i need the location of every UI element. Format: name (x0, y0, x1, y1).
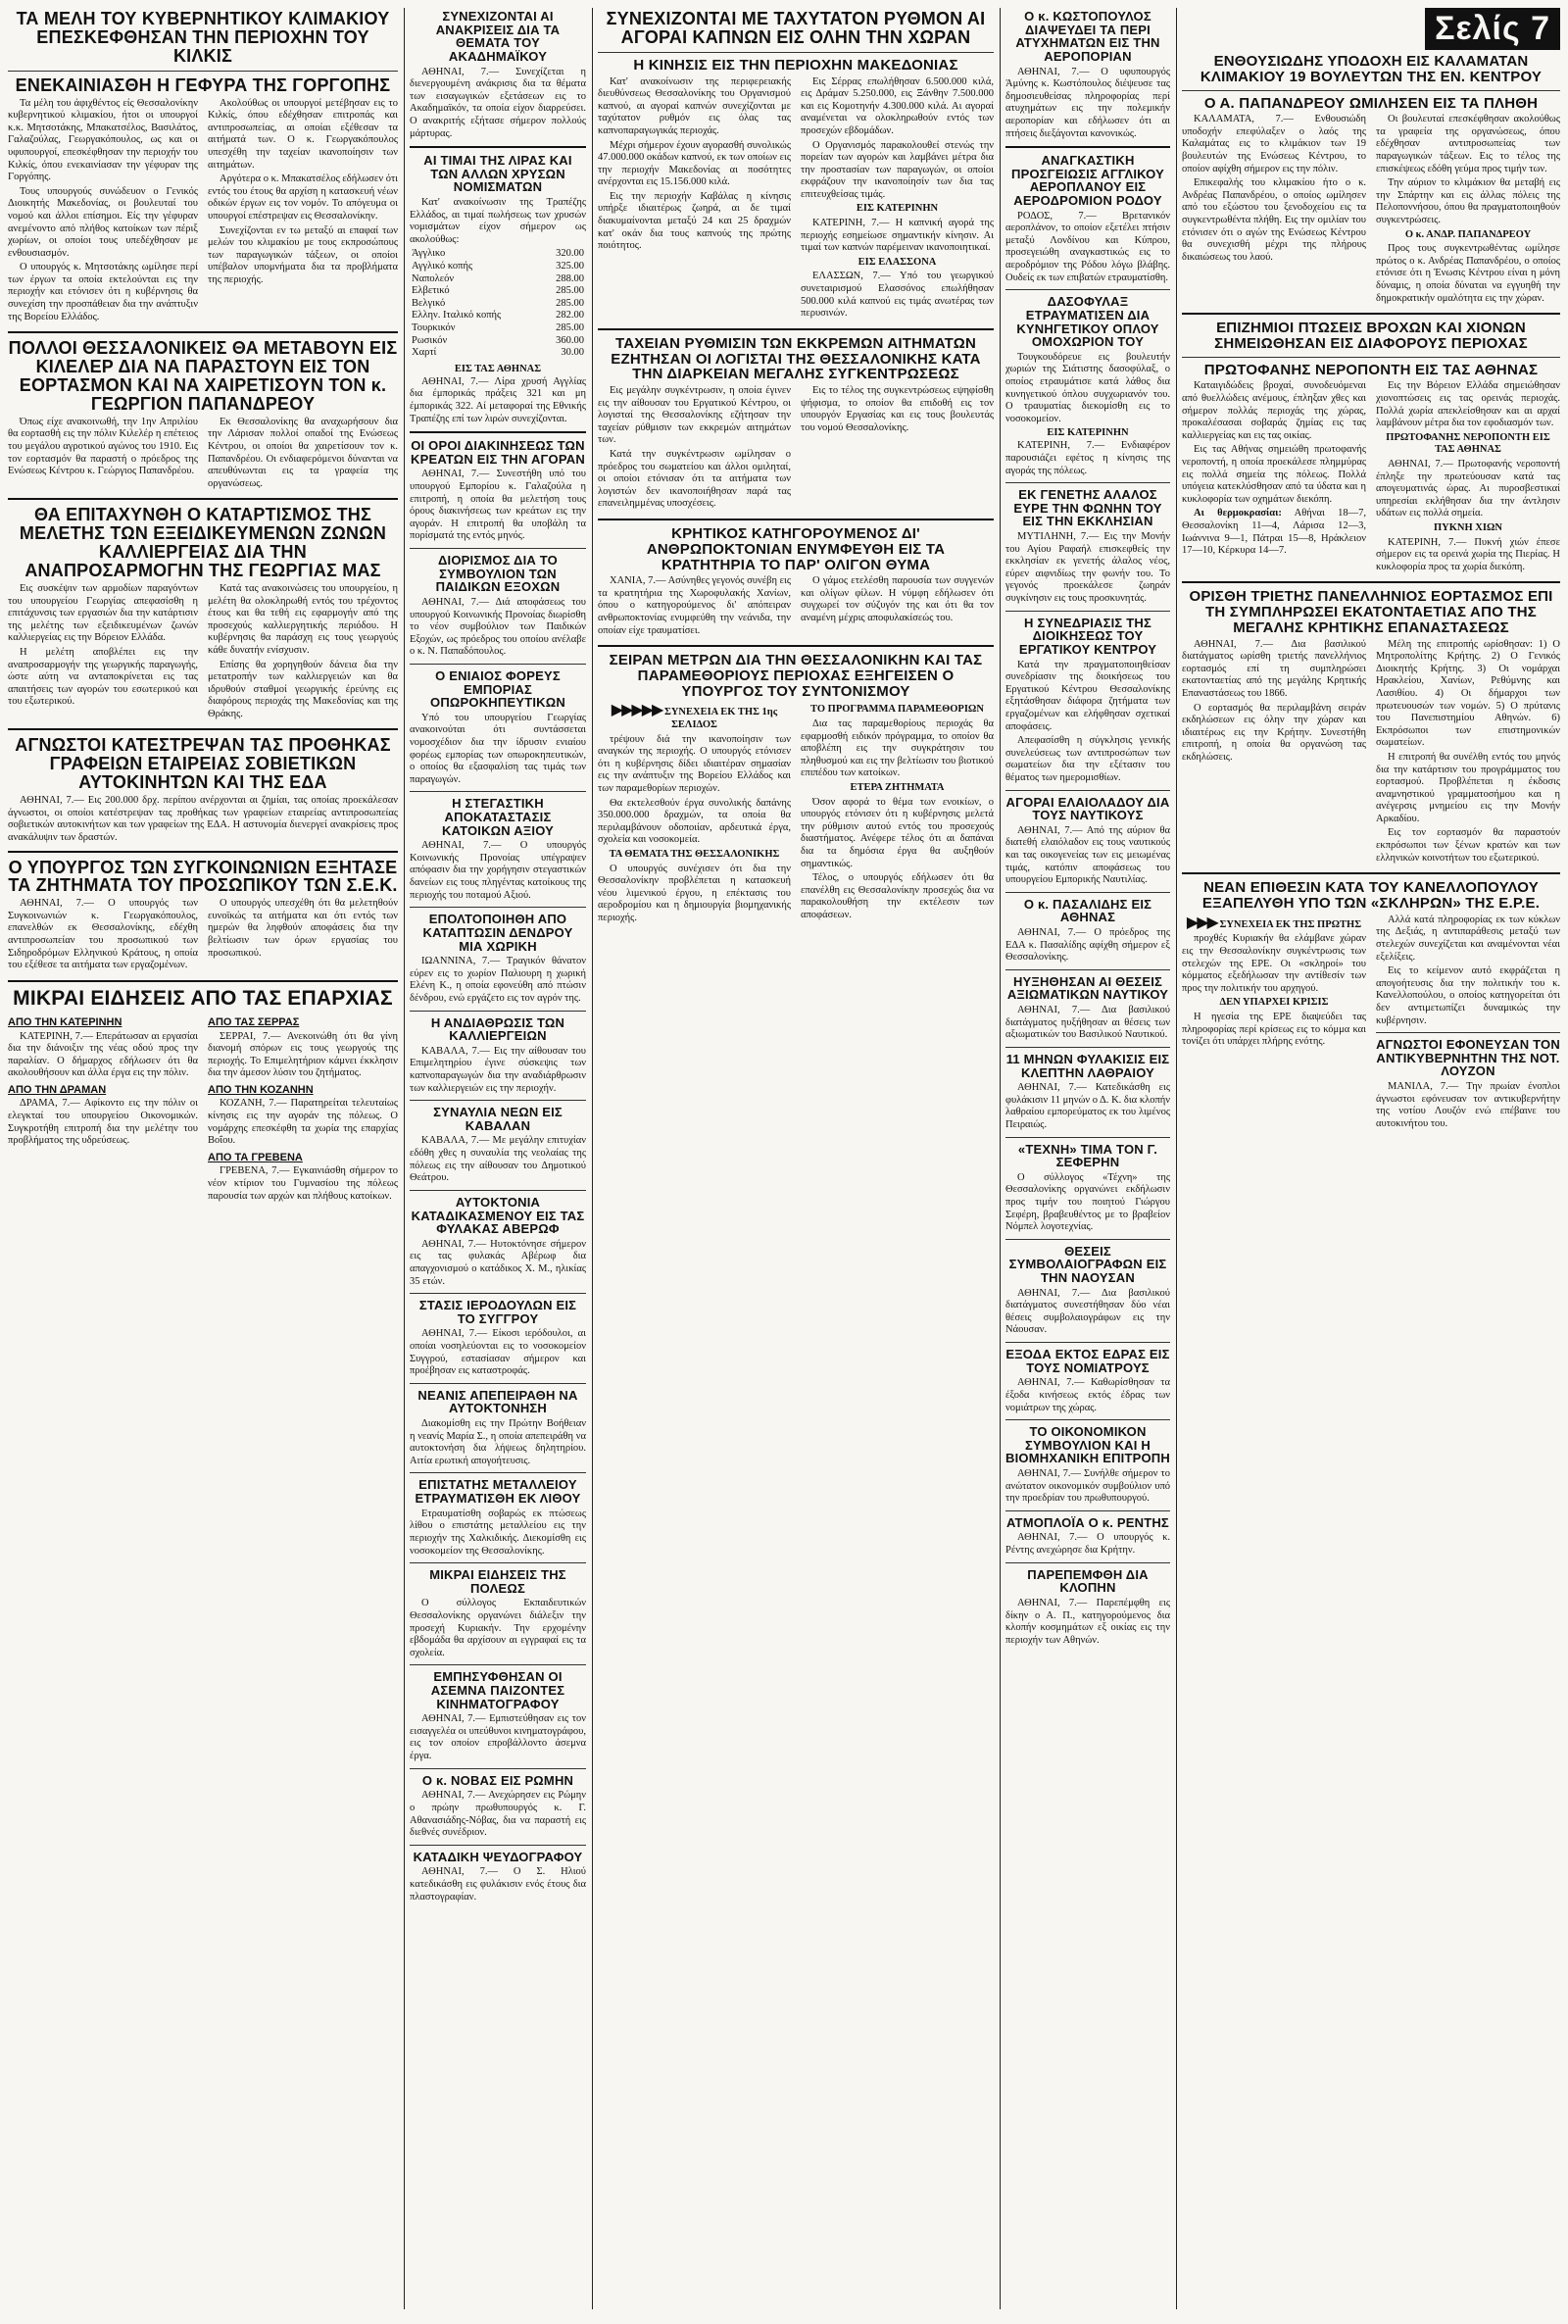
paragraph: ΑΘΗΝΑΙ, 7.— Συνήλθε σήμερον το ανώτατον οικονομικόν συμβούλιον υπό την προεδρίαν του πρωθυπουργού. (1005, 1468, 1170, 1505)
rate-row (410, 335, 586, 348)
article-accountants (598, 336, 994, 513)
article-city-news (410, 1568, 586, 1659)
newspaper-page (8, 8, 1560, 2309)
paragraph: Κατ' ανακοίνωσιν της περιφερειακής διευθύνσεως Θεσσαλονίκης του Οργανισμού καπνού, αι αγοραί καπνών συνεχίζονται με ταχύτατον ρυθμόν εις όλας τας καπνοπαραγωγικάς περιοχάς. (598, 75, 791, 136)
paragraph: ΚΑΤΕΡΙΝΗ, 7.— Πυκνή χιών έπεσε σήμερον εις τα ορεινά χωρία της Πιερίας. Η κυκλοφορία προς τα χωρία διεκόπη. (1376, 536, 1560, 572)
paragraph: Επίσης θα χορηγηθούν δάνεια δια την μετατροπήν των καλλιεργειών και θα ιδρυθούν σταθμοί γεωργικής έρεύνης εις διαφόρους περιοχάς της Μακεδονίας και της Θράκης. (208, 659, 398, 719)
paragraph: Εις το τέλος της συγκεντρώσεως εψηφίσθη ψήφισμα, το οποίον θα επιδοθή εις τον υπουργόν Εργασίας και εις τους βουλευτάς του νομού Θεσσαλονίκης. (801, 385, 994, 433)
section-label: ΕΙΣ ΤΑΣ ΑΘΗΝΑΣ (454, 363, 542, 374)
paragraph: Εις Σέρρας επωλήθησαν 6.500.000 κιλά, εις Δράμαν 5.250.000, εις Ξάνθην 7.500.000 και εις Κομοτηνήν 4.300.000 κιλά. Αι αγοραί αναμένεται να ολοκληρωθούν εντός των προσεχών εβδομάδων. (801, 75, 994, 136)
rate-row (410, 273, 586, 286)
headline: ΑΓΝΩΣΤΟΙ ΕΦΟΝΕΥΣΑΝ ΤΟΝ ΑΝΤΙΚΥΒΕΡΝΗΤΗΝ ΤΗΣ ΝΟΤ. ΛΟΥΖΟΝ (1376, 1037, 1560, 1079)
rate-row (410, 285, 586, 298)
rate-name: Ελλην. Ιταλικό κοπής (412, 310, 502, 321)
paragraph: Αλλά κατά πληροφορίας εκ των κύκλων της Δεξιάς, η αντιπαράθεσις μεταξύ των στελεχών συνεχίζεται και αναμένονται νέαι εξελίξεις. (1376, 914, 1560, 963)
headline: Η ΑΝΔΙΑΘΡΩΣΙΣ ΤΩΝ ΚΑΛΛΙΕΡΓΕΙΩΝ (430, 1014, 565, 1044)
paragraph: Μέχρι σήμερον έχουν αγορασθή συνολικώς 47.000.000 οκάδων καπνού, εκ των οποίων εις την περιοχήν Μακεδονίας αι ποσότητες ανέρχονται εις 15.156.000 κιλά. (598, 139, 791, 188)
article-notaries (1005, 1245, 1170, 1337)
headline: ΔΙΟΡΙΣΜΟΣ ΔΙΑ ΤΟ ΣΥΜΒΟΥΛΙΟΝ ΤΩΝ ΠΑΙΔΙΚΩΝ ΕΞΟΧΩΝ (435, 552, 561, 595)
paragraph: ΚΑΤΕΡΙΝΗ, 7.— Ενδιαφέρον παρουσιάζει εφέτος η κίνησις της αγοράς της πόλεως. (1005, 440, 1170, 476)
paragraph: Επικεφαλής του κλιμακίου ήτο ο κ. Ανδρέας Παπανδρέου, ο οποίος ωμίλησεν από του εξώστου του ξενοδοχείου εις τα συγκεντρωθέντα πλήθη. Εις την ομιλίαν του ετόνισεν ότι ο αγών της Ενώσεως Κέντρου θα συνεχισθή μέχρι της πλήρους δικαιώσεως του λαού. (1182, 177, 1366, 263)
paragraph: Συνεχίζονται εν τω μεταξύ αι επαφαί των μελών του κλιμακίου με τους εκπροσώπους των παραγωγικών τάξεων, οι οποίοι υπέβαλον υπομνήματα δια τα προβλήματα της περιοχής. (208, 224, 398, 285)
paragraph: Κατά την πραγματοποιηθείσαν συνεδρίασιν της διοικήσεως του Εργατικού Κέντρου Θεσσαλονίκης εξητάσθησαν διάφορα ζητήματα των εργαζομένων και ελήφθησαν σχετικαί αποφάσεις. (1005, 659, 1170, 732)
rate-row (410, 298, 586, 311)
article-cabinet-kilkis (8, 10, 398, 325)
headline: ΠΑΡΕΠΕΜΦΘΗ ΔΙΑ ΚΛΟΠΗΝ (1027, 1566, 1149, 1596)
article-kileler (8, 339, 398, 492)
article-theft-trial (1005, 1568, 1170, 1648)
paragraph: Όπως είχε ανακοινωθή, την 1ην Απριλίου θα εορτασθή εις την πόλιν Κιλελέρ η επέτειος του μεγάλου αγροτικού αγώνος του 1910. Εις τον εορτασμόν θα παραστή ο πρόεδρος της Ενώσεως Κέντρου κ. Γεώργιος Παπανδρέου. (8, 416, 198, 477)
paragraph: Η επιτροπή θα συνέλθη εντός του μηνός δια την κατάρτισιν του προγράμματος του εορτασμού. Προβλέπεται η έκδοσις αναμνηστικού γραμματοσήμου και η ανέγερσις μνημείου εις την Μονήν Αρκαδίου. (1376, 751, 1560, 824)
paragraph: ΑΘΗΝΑΙ, 7.— Ο υπουργός των Συγκοινωνιών κ. Γεωργακόπουλος, επανελθών εκ Θεσσαλονίκης, εδέχθη αντιπροσωπείαν του προσωπικού των Σιδηροδρόμων Ελληνικού Κράτους, η οποία του εξέθεσε τα αιτήματα των εργαζομένων. (8, 898, 198, 971)
subheadline: ΠΡΩΤΟΦΑΝΗΣ ΝΕΡΟΠΟΝΤΗ ΕΙΣ ΤΑΣ ΑΘΗΝΑΣ (1203, 361, 1539, 378)
headline: ΑΤΜΟΠΛΟΪΑ Ο κ. ΡΕΝΤΗΣ (1006, 1514, 1169, 1530)
paragraph: ΚΑΤΕΡΙΝΗ, 7.— Η καπνική αγορά της περιοχής εσημείωσε σημαντικήν κίνησιν. Αι τιμαί των καπνών παρέμειναν ικανοποιητικαί. (801, 218, 994, 254)
article-coordination-minister (598, 653, 994, 926)
headline: ΜΙΚΡΑΙ ΕΙΔΗΣΕΙΣ ΤΗΣ ΠΟΛΕΩΣ (429, 1567, 566, 1596)
article-pasalidis (1005, 898, 1170, 964)
headline: ΠΟΛΛΟΙ ΘΕΣΣΑΛΟΝΙΚΕΙΣ ΘΑ ΜΕΤΑΒΟΥΝ ΕΙΣ ΚΙΛΕΛΕΡ ΔΙΑ ΝΑ ΠΑΡΑΣΤΟΥΝ ΕΙΣ ΤΟΝ ΕΟΡΤΑΣΜΟΝ ΚΑΙ ΝΑ ΧΑΙΡΕΤΙΣΟΥΝ ΤΟΝ κ. ΓΕΩΡΓΙΟΝ ΠΑΠΑΝΔΡΕΟΥ (8, 338, 398, 414)
headline: ΚΡΗΤΙΚΟΣ ΚΑΤΗΓΟΡΟΥΜΕΝΟΣ ΔΙ' ΑΝΘΡΩΠΟΚΤΟΝΙΑΝ ΕΝΥΜΦΕΥΘΗ ΕΙΣ ΤΑ ΚΡΑΤΗΤΗΡΙΑ ΤΟ ΠΑΡ' ΟΛΙΓΟΝ ΘΥΜΑ (646, 525, 946, 573)
headline: ΜΙΚΡΑΙ ΕΙΔΗΣΕΙΣ ΑΠΟ ΤΑΣ ΕΠΑΡΧΙΑΣ (13, 986, 393, 1010)
article-kalamata (1182, 54, 1560, 307)
paragraph: ΓΡΕΒΕΝΑ, 7.— Εγκαινιάσθη σήμερον το νέον κτίριον του Γυμνασίου της πόλεως παρουσία των αρχών και πλήθους κατοίκων. (208, 1165, 398, 1202)
paragraph: ΑΘΗΝΑΙ, 7.— Ο πρόεδρος της ΕΔΑ κ. Πασαλίδης αφίχθη σήμερον εξ Θεσσαλονίκης. (1005, 927, 1170, 964)
headline: ΑΓΝΩΣΤΟΙ ΚΑΤΕΣΤΡΕΨΑΝ ΤΑΣ ΠΡΟΘΗΚΑΣ ΓΡΑΦΕΙΩΝ ΕΤΑΙΡΕΙΑΣ ΣΟΒΙΕΤΙΚΩΝ ΑΥΤΟΚΙΝΗΤΩΝ ΚΑΙ ΤΗΣ ΕΔΑ (15, 735, 391, 793)
subheadline: ΕΝΕΚΑΙΝΙΑΣΘΗ Η ΓΕΦΥΡΑ ΤΗΣ ΓΟΡΓΟΠΗΣ (15, 74, 391, 95)
headline: Ο ΕΝΙΑΙΟΣ ΦΟΡΕΥΣ ΕΜΠΟΡΙΑΣ ΟΠΩΡΟΚΗΠΕΥΤΙΚΩΝ (430, 668, 565, 711)
subheadline: Η ΚΙΝΗΣΙΣ ΕΙΣ ΤΗΝ ΠΕΡΙΟΧΗΝ ΜΑΚΕΔΟΝΙΑΣ (633, 56, 958, 74)
paragraph: Ο υπουργός κ. Μητσοτάκης ωμίλησε περί των έργων τα οποία εκτελούνται εις την περιοχήν και ετόνισεν ότι η κυβέρνησις θα συνεχίση την προσπάθειαν δια την ανάπτυξιν της Βορείου Ελλάδος. (8, 262, 198, 322)
article-seferis (1005, 1143, 1170, 1234)
paragraph: Η μελέτη αποβλέπει εις την αναπροσαρμογήν της γεωργικής παραγωγής, ώστε αύτη να ανταποκρίνεται εις τας απαιτήσεις των αγορών του εσωτερικού και του εξωτερικού. (8, 646, 198, 708)
article-transport-minister (8, 859, 398, 974)
article-forger (410, 1851, 586, 1904)
paragraph: Εκ Θεσσαλονίκης θα αναχωρήσουν δια την Λάρισαν πολλοί οπαδοί της Ενώσεως Κέντρου, οι οποίοι θα χαιρετίσουν τον κ. Παπανδρέου. Οι ενδιαφερόμενοι δύνανται να απευθύνωνται εις τα γραφεία της οργανώσεως. (208, 416, 398, 489)
article-hospital (410, 1299, 586, 1378)
paragraph: ΑΘΗΝΑΙ, 7.— Ανεχώρησεν εις Ρώμην ο πρώην πρωθυπουργός κ. Γ. Αθανασιάδης-Νόβας, δια να παραστή εις διεθνές συνέδριον. (410, 1790, 586, 1839)
headline: ΟΡΙΣΘΗ ΤΡΙΕΤΗΣ ΠΑΝΕΛΛΗΝΙΟΣ ΕΟΡΤΑΣΜΟΣ ΕΠΙ ΤΗ ΣΥΜΠΛΗΡΩΣΕΙ ΕΚΑΤΟΝΤΑΕΤΙΑΣ ΑΠΟ ΤΗΣ ΜΕΓΑΛΗΣ ΚΡΗΤΙΚΗΣ ΕΠΑΝΑΣΤΑΣΕΩΣ (1189, 588, 1553, 636)
article-crete-wedding (598, 526, 994, 639)
headline: ΝΕΑΝΙΣ ΑΠΕΠΕΙΡΑΘΗ ΝΑ ΑΥΤΟΚΤΟΝΗΣΗ (417, 1387, 578, 1416)
continuation-note: ▶▶▶▶▶ ΣΥΝΕΧΕΙΑ ΕΚ ΤΗΣ 1ης ΣΕΛΙΔΟΣ (611, 700, 778, 731)
article-vandalism (8, 736, 398, 844)
article-provinces (8, 988, 398, 1205)
paragraph: ΡΟΔΟΣ, 7.— Βρετανικόν αεροπλάνον, το οποίον εξετέλει πτήσιν μεταξύ Λονδίνου και Κύπρου, προσεγειώθη αναγκαστικώς εις το αεροδρόμιον της Ρόδου λόγω βλάβης. Ουδείς εκ των επιβατών ετραυματίσθη. (1005, 210, 1170, 283)
continuation-note: ▶▶▶ ΣΥΝΕΧΕΙΑ ΕΚ ΤΗΣ ΠΡΩΤΗΣ (1186, 912, 1362, 931)
paragraph: Προς τους συγκεντρωθέντας ωμίλησε πρώτος ο κ. Ανδρέας Παπανδρέου, ο οποίος ετόνισε ότι η Ένωσις Κέντρου είναι η μόνη δύναμις, η οποία δύναται να εγγυηθή την δημοκρατικήν ομαλότητα εις την χώραν. (1376, 243, 1560, 304)
headline: ΤΟ ΟΙΚΟΝΟΜΙΚΟΝ ΣΥΜΒΟΥΛΙΟΝ ΚΑΙ Η ΒΙΟΜΗΧΑΝΙΚΗ ΕΠΙΤΡΟΠΗ (1005, 1424, 1170, 1466)
headline: ΔΑΣΟΦΥΛΑΞ ΕΤΡΑΥΜΑΤΙΣΕΝ ΔΙΑ ΚΥΝΗΓΕΤΙΚΟΥ ΟΠΛΟΥ ΟΜΟΧΩΡΙΟΝ ΤΟΥ (1016, 294, 1159, 350)
section-label: ΕΙΣ ΕΛΑΣΣΟΝΑ (858, 256, 937, 268)
headline: Ο κ. ΚΩΣΤΟΠΟΥΛΟΣ ΔΙΑΨΕΥΔΕΙ ΤΑ ΠΕΡΙ ΑΤΥΧΗΜΑΤΩΝ ΕΙΣ ΤΗΝ ΑΕΡΟΠΟΡΙΑΝ (1015, 9, 1160, 64)
article-weather (1182, 321, 1560, 575)
article-meat (410, 439, 586, 543)
article-olive-oil (1005, 796, 1170, 887)
paragraph: ΑΘΗΝΑΙ, 7.— Δια βασιλικού διατάγματος συνεστήθησαν δύο νέαι θέσεις συμβολαιογράφων εις την Νάουσαν. (1005, 1287, 1170, 1336)
article-kanellopoulos (1182, 880, 1560, 1132)
column-divider (404, 8, 405, 2309)
paragraph: Μέλη της επιτροπής ωρίσθησαν: 1) Ο Μητροπολίτης Κρήτης. 2) Ο Γενικός Διοικητής Κρήτης. 3) Οι νομάρχαι Ηρακλείου, Χανίων, Ρεθύμνης και Λασιθίου. 4) Οι δήμαρχοι των πρωτευουσών των νομών. 5) Ο πρύτανις του Πανεπιστημίου Αθηνών. 6) Εκπρόσωποι των επιστημονικών σωματείων. (1376, 638, 1560, 749)
paragraph: ΑΘΗΝΑΙ, 7.— Κατεδικάσθη εις φυλάκισιν 11 μηνών ο Δ. Κ. δια κλοπήν λαθραίου εμπορεύματος εκ του λιμένος Πειραιώς. (1005, 1082, 1170, 1130)
page-label: Σελίς 7 (1425, 8, 1560, 50)
article-prison (410, 1196, 586, 1288)
paragraph (1182, 508, 1366, 557)
paragraph: ΑΘΗΝΑΙ, 7.— Πρωτοφανής νεροποντή έπληξε την πρωτεύουσαν κατά τας απογευματινάς ώρας. Αι πυροσβεστικαί υπηρεσίαι εκλήθησαν δια την άντλησιν υδάτων εις πολλά σημεία. (1376, 458, 1560, 519)
article-navy (1005, 975, 1170, 1042)
headline: ΑΥΤΟΚΤΟΝΙΑ ΚΑΤΑΔΙΚΑΣΜΕΝΟΥ ΕΙΣ ΤΑΣ ΦΥΛΑΚΑΣ ΑΒΕΡΩΦ (411, 1194, 585, 1237)
rate-row (410, 248, 586, 261)
paragraph: ΑΘΗΝΑΙ, 7.— Είκοσι ιερόδουλοι, αι οποίαι νοσηλεύονται εις το νοσοκομείον Συγγρού, εστασίασαν σήμερον και προέβησαν εις καταστροφάς. (410, 1328, 586, 1377)
paragraph: ΣΕΡΡΑΙ, 7.— Ανεκοινώθη ότι θα γίνη διανομή σπόρων εις τους γεωργούς της περιοχής. Το Επιμελητήριον κάμνει έκκλησιν δια την άμεσον λύσιν του ζητήματος. (208, 1030, 398, 1079)
headline: ΘΕΣΕΙΣ ΣΥΜΒΟΛΑΙΟΓΡΑΦΩΝ ΕΙΣ ΤΗΝ ΝΑΟΥΣΑΝ (1008, 1243, 1167, 1286)
paragraph: ΑΘΗΝΑΙ, 7.— Καθωρίσθησαν τα έξοδα κινήσεως εκτός έδρας των νομιάτρων της χώρας. (1005, 1377, 1170, 1413)
headline: ΤΑΧΕΙΑΝ ΡΥΘΜΙΣΙΝ ΤΩΝ ΕΚΚΡΕΜΩΝ ΑΙΤΗΜΑΤΩΝ ΕΖΗΤΗΣΑΝ ΟΙ ΛΟΓΙΣΤΑΙ ΤΗΣ ΘΕΣΣΑΛΟΝΙΚΗΣ ΚΑΤΑ ΤΗΝ ΔΙΑΡΚΕΙΑΝ ΜΕΓΑΛΗΣ ΣΥΓΚΕΝΤΡΩΣΕΩΣ (611, 334, 981, 383)
headline: ΑΓΟΡΑΙ ΕΛΑΙΟΛΑΔΟΥ ΔΙΑ ΤΟΥΣ ΝΑΥΤΙΚΟΥΣ (1005, 794, 1170, 823)
paragraph: ΑΘΗΝΑΙ, 7.— Δια βασιλικού διατάγματος ωρίσθη τριετής πανελλήνιος εορτασμός επί τη συμπληρώσει εκατονταετίας από της μεγάλης Κρητικής Επαναστάσεως του 1866. (1182, 638, 1366, 699)
section-label: Ο κ. ΑΝΔΡ. ΠΑΠΑΝΔΡΕΟΥ (1404, 228, 1532, 240)
paragraph: Εις την περιοχήν Καβάλας η κίνησις υπήρξε ιδιαιτέρως ζωηρά, αι δε τιμαί διακυμαίνονται μεταξύ 24 και 25 δραχμών κατ' οκάν δια τους καπνούς της πρώτης ποιότητος. (598, 190, 791, 252)
section-label: ΕΤΕΡΑ ΖΗΤΗΜΑΤΑ (850, 782, 945, 794)
paragraph: ΚΑΤΕΡΙΝΗ, 7.— Επεράτωσαν αι εργασίαι δια την διάνοιξιν της νέας οδού προς την παραλίαν. Ο δήμαρχος εδήλωσεν ότι θα ακολουθήσουν και άλλα έργα εις την πόλιν. (8, 1030, 198, 1079)
article-produce (410, 669, 586, 786)
article-thief (1005, 1053, 1170, 1132)
paragraph: Κατά την συγκέντρωσιν ωμίλησαν ο πρόεδρος του σωματείου και άλλοι ομιληταί, οι οποίοι ετόνισαν ότι τα αιτήματα των λογιστών δεν ικανοποιήθησαν παρά τας επανειλημμένας υποσχέσεις. (598, 449, 791, 510)
headline: ΕΠΙΣΤΑΤΗΣ ΜΕΤΑΛΛΕΙΟΥ ΕΤΡΑΥΜΑΤΙΣΘΗ ΕΚ ΛΙΘΟΥ (415, 1477, 581, 1507)
paragraph: ΑΘΗΝΑΙ, 7.— Ηυτοκτόνησε σήμερον εις τας φυλακάς Αβέρωφ δια απαγχονισμού ο κατάδικος Χ. Μ., ηλικίας 35 ετών. (410, 1238, 586, 1287)
headline: Η ΣΥΝΕΔΡΙΑΣΙΣ ΤΗΣ ΔΙΟΙΚΗΣΕΩΣ ΤΟΥ ΕΡΓΑΤΙΚΟΥ ΚΕΝΤΡΟΥ (1018, 615, 1157, 657)
rate-value: 285.00 (556, 297, 584, 309)
paragraph: Υπό του υπουργείου Γεωργίας ανακοινούται ότι συντάσσεται νομοσχέδιον δια την ίδρυσιν ενιαίου φορέως εμπορίας των οπωροκηπευτικών, ο οποίος θα εξασφαλίση τας τιμάς των παραγωγών. (410, 712, 586, 785)
headline: ΕΝΘΟΥΣΙΩΔΗΣ ΥΠΟΔΟΧΗ ΕΙΣ ΚΑΛΑΜΑΤΑΝ ΚΛΙΜΑΚΙΟΥ 19 ΒΟΥΛΕΥΤΩΝ ΤΗΣ ΕΝ. ΚΕΝΤΡΟΥ (1200, 53, 1543, 85)
paragraph: Ο Οργανισμός παρακολουθεί στενώς την πορείαν των αγορών και λαμβάνει μέτρα δια την προστασίαν των παραγωγών, οι οποίοι εκφράζουν την ικανοποίησίν των δια τας επιτευχθείσας τιμάς. (801, 139, 994, 200)
headline: Ο κ. ΠΑΣΑΛΙΔΗΣ ΕΙΣ ΑΘΗΝΑΣ (1023, 896, 1152, 925)
temps-label: Αι θερμοκρασίαι: (1194, 508, 1282, 519)
section-label: ΑΠΟ ΤΑ ΓΡΕΒΕΝΑ (208, 1151, 303, 1163)
paragraph: ΕΛΑΣΣΩΝ, 7.— Υπό του γεωργικού συνεταιρισμού Ελασσόνος επωλήθησαν 500.000 κιλά καπνού εις τιμάς ανωτέρας των περυσινών. (801, 271, 994, 320)
column-3 (598, 8, 994, 2309)
article-forest-guard (1005, 295, 1170, 477)
headline: ΕΚ ΓΕΝΕΤΗΣ ΑΛΑΛΟΣ ΕΥΡΕ ΤΗΝ ΦΩΝΗΝ ΤΟΥ ΕΙΣ ΤΗΝ ΕΚΚΛΗΣΙΑΝ (1013, 487, 1162, 529)
paragraph: Απεφασίσθη η σύγκλησις γενικής συνελεύσεως των αντιπροσώπων των σωματείων δια την εξέτασιν του θέματος των ημερομισθίων. (1005, 735, 1170, 783)
rate-name: Τουρκικόν (412, 321, 456, 333)
paragraph: Διακομίσθη εις την Πρώτην Βοήθειαν η νεανίς Μαρία Σ., η οποία απεπειράθη να αυτοκτονήση δια λήψεως δηλητηρίου. Αιτία ερωτική απογοήτευσις. (410, 1418, 586, 1466)
article-crete-anniversary (1182, 589, 1560, 866)
paragraph: Οι βουλευταί επεσκέφθησαν ακολούθως τα γραφεία της οργανώσεως, όπου εδέχθησαν αντιπροσωπείας των παραγωγικών τάξεων. Εις το τέλος της επισκέψεως εδόθη γεύμα προς τιμήν των. (1376, 114, 1560, 174)
paragraph: ΑΘΗΝΑΙ, 7.— Από της αύριον θα διατεθή ελαιόλαδον εις τους ναυτικούς και τας οικογενείας των εις μειωμένας τιμάς, κατόπιν αποφάσεως του υπουργείου Εμπορικής Ναυτιλίας. (1005, 824, 1170, 886)
paragraph: ΜΥΤΙΛΗΝΗ, 7.— Εις την Μονήν του Αγίου Ραφαήλ επισκεφθείς την εκκλησίαν εκ γενετής άλαλος νέος, εύρεν αιφνιδίως την φωνήν του. Το γεγονός προεκάλεσε ζωηράν συγκίνησιν εις τους προσκυνητάς. (1005, 531, 1170, 605)
rate-row (410, 310, 586, 322)
paragraph: ΑΘΗΝΑΙ, 7.— Εμπιστεύθησαν εις τον εισαγγελέα οι υπεύθυνοι κινηματογράφου, εις τον οποίον επροβάλλοντο άσεμνα έργα. (410, 1713, 586, 1762)
column-divider (1000, 8, 1001, 2309)
section-label: ΤΟ ΠΡΟΓΡΑΜΜΑ ΠΑΡΑΜΕΘΟΡΙΩΝ (810, 704, 984, 716)
rate-value: 360.00 (556, 334, 584, 346)
column-4 (1005, 8, 1170, 2309)
paragraph: Ο εορτασμός θα περιλαμβάνη σειράν εκδηλώσεων εις όλην την χώραν και ιδιαιτέρως εις την Κρήτην. Συνεστήθη επιτροπή, η οποία θα οργανώση τας εκδηλώσεις. (1182, 702, 1366, 763)
paragraph: ΑΘΗΝΑΙ, 7.— Ο Σ. Ηλιού κατεδικάσθη εις φυλάκισιν ενός έτους δια πλαστογραφίαν. (410, 1866, 586, 1903)
article-rentis (1005, 1516, 1170, 1558)
rate-name: Χαρτί (412, 347, 437, 359)
paragraph: Ο υπουργός υπεσχέθη ότι θα μελετηθούν ευνοϊκώς τα αιτήματα και ότι εντός των ημερών θα ληφθούν αποφάσεις δια την βελτίωσιν των όρων εργασίας του προσωπικού. (208, 898, 398, 959)
headline: ΕΞΟΔΑ ΕΚΤΟΣ ΕΔΡΑΣ ΕΙΣ ΤΟΥΣ ΝΟΜΙΑΤΡΟΥΣ (1005, 1347, 1170, 1375)
paragraph: ΑΘΗΝΑΙ, 7.— Ο υπουργός Κοινωνικής Προνοίας υπέγραψεν απόφασιν δια την χορήγησιν στεγαστικών δανείων εις τους πληγέντας κατοίκους της περιοχής του ποταμού Αξιού. (410, 840, 586, 901)
section-label: ΑΠΟ ΤΗΝ ΚΑΤΕΡΙΝΗΝ (8, 1015, 122, 1028)
paragraph: Δια τας παραμεθορίους περιοχάς θα εφαρμοσθή ειδικόν πρόγραμμα, το οποίον θα αποβλέπη εις την συγκράτησιν του πληθυσμού και εις την βελτίωσιν του βιοτικού επιπέδου των κατοίκων. (801, 718, 994, 779)
headline: ΤΑ ΜΕΛΗ ΤΟΥ ΚΥΒΕΡΝΗΤΙΚΟΥ ΚΛΙΜΑΚΙΟΥ ΕΠΕΣΚΕΦΘΗΣΑΝ ΤΗΝ ΠΕΡΙΟΧΗΝ ΤΟΥ ΚΙΛΚΙΣ (16, 9, 390, 66)
article-doctors (1005, 1348, 1170, 1414)
section-label: ΕΙΣ ΚΑΤΕΡΙΝΗΝ (856, 203, 939, 215)
headline: ΣΥΝΑΥΛΙΑ ΝΕΩΝ ΕΙΣ ΚΑΒΑΛΑΝ (433, 1105, 563, 1133)
paragraph: ΑΘΗΝΑΙ, 7.— Εις 200.000 δρχ. περίπου ανέρχονται αι ζημίαι, τας οποίας προεκάλεσαν άγνωστοι, οι οποίοι κατέστρεψαν τας προθήκας των γραφείων εταιρείας αντιπροσωπείας σοβιετικών αυτοκινήτων και των γραφείων της ΕΔΑ. Η αστυνομία διενεργεί ανακρίσεις προς ανακάλυψιν των δραστών. (8, 795, 398, 843)
rate-row (410, 322, 586, 335)
headline: ΣΥΝΕΧΙΖΟΝΤΑΙ ΑΙ ΑΝΑΚΡΙΣΕΙΣ ΔΙΑ ΤΑ ΘΕΜΑΤΑ ΤΟΥ ΑΚΑΔΗΜΑΪΚΟΥ (435, 9, 561, 64)
headline: ΣΕΙΡΑΝ ΜΕΤΡΩΝ ΔΙΑ ΤΗΝ ΘΕΣΣΑΛΟΝΙΚΗΝ ΚΑΙ ΤΑΣ ΠΑΡΑΜΕΘΟΡΙΟΥΣ ΠΕΡΙΟΧΑΣ ΕΞΗΓΕΙΣΕΝ Ο ΥΠΟΥΡΓΟΣ ΤΟΥ ΣΥΝΤΟΝΙΣΜΟΥ (609, 652, 983, 700)
paragraph: ΑΘΗΝΑΙ, 7.— Λίρα χρυσή Αγγλίας δια έμπορικάς πράξεις 321 και μη έμπορικάς 322. Αί μεταφοραί της Εθνικής Τραπέζης επί των λιρών συνεχίζονται. (410, 375, 586, 424)
headline: ΚΑΤΑΔΙΚΗ ΨΕΥΔΟΓΡΑΦΟΥ (413, 1849, 583, 1864)
article-gold-prices (410, 154, 586, 425)
headline: 11 ΜΗΝΩΝ ΦΥΛΑΚΙΣΙΣ ΕΙΣ ΚΛΕΠΤΗΝ ΛΑΘΡΑΙΟΥ (1005, 1051, 1170, 1080)
article-rhodes-landing (1005, 154, 1170, 284)
headline: ΕΜΠΗΣΥΦΘΗΣΑΝ ΟΙ ΑΣΕΜΝΑ ΠΑΙΖΟΝΤΕΣ ΚΙΝΗΜΑΤΟΓΡΑΦΟΥ (430, 1669, 565, 1711)
paragraph: Τους υπουργούς συνώδευον ο Γενικός Διοικητής Μακεδονίας, οι βουλευταί του νομού και άλλοι επίσημοι. Είς την γέφυραν ανεμένοντο από πλήθος κατοίκων των πέριξ χωρίων, οι οποίοι τους υπεδέχθησαν με ενθουσιασμόν. (8, 185, 198, 259)
paragraph: Τα μέλη του άφιχθέντος είς Θεσσαλονίκην κυβερνητικού κλιμακίου, ήτοι οι υπουργοί κ.κ. Μητσοτάκης, Μπακατσέλος, Βασιλάτος, Γαλαζούλας, Γεωργακόπουλος, ως και οι υφυπουργοί, επεσκέφθησαν την περιοχήν του Κιλκίς, όπου ενεκαινίασαν την γέφυραν της Γοργόπης. (8, 97, 198, 183)
paragraph: Καταιγιδώδεις βροχαί, συνοδευόμεναι από θυελλώδεις ανέμους, έπληξαν χθες και σήμερον πολλάς περιοχάς της χώρας, προκαλέσασαι σοβαράς ζημίας εις τας καλλιεργείας και εις τας οικίας. (1182, 380, 1366, 441)
paragraph: Εις το κείμενον αυτό εκφράζεται η απογοήτευσις δια την πολιτικήν του κ. Κανελλοπούλου, ο οποίος κατηγορείται ότι δεν αντιμετωπίζει δυναμικώς την κυβέρνησιν. (1376, 965, 1560, 1026)
paragraph: Εις μεγάλην συγκέντρωσιν, η οποία έγινεν εις την αίθουσαν του Εργατικού Κέντρου, οι λογισταί της Θεσσαλονίκης εζήτησαν την ταχείαν ρύθμισιν των εκκρεμών αιτημάτων των. (598, 385, 791, 446)
rate-value: 282.00 (556, 310, 584, 321)
rate-name: Άγγλικο (412, 248, 446, 260)
article-child-camps (410, 554, 586, 659)
paragraph: Εις τας Αθήνας σημειώθη πρωτοφανής νεροποντή, η οποία προεκάλεσε πλημμύρας εις πολλά σημεία της πόλεως. Πολλά υπόγεια κατεκλύσθησαν από τα ύδατα και η κυκλοφορία των οχημάτων διεκόπη. (1182, 444, 1366, 505)
paragraph: Θα εκτελεσθούν έργα συνολικής δαπάνης 350.000.000 δραχμών, τα οποία θα περιλαμβάνουν οδοποιίαν, αρδευτικά έργα, σχολεία και νοσοκομεία. (598, 797, 791, 846)
paragraph: Όσον αφορά το θέμα των ενοικίων, ο υπουργός ετόνισεν ότι η κυβέρνησις μελετά την ρύθμισιν αυτού εντός του προσεχούς διαστήματος. Ανέφερε τέλος ότι αι δαπάναι δια τα δημόσια έργα θα αυξηθούν σημαντικώς. (801, 796, 994, 869)
paragraph: ΑΘΗΝΑΙ, 7.— Ο υφυπουργός Άμύνης κ. Κωστόπουλος διέψευσε τας δημοσιευθείσας πληροφορίας περί ατυχημάτων εις την πολεμικήν αεροπορίαν και εδήλωσεν ότι αι πτήσεις διεξάγονται κανονικώς. (1005, 66, 1170, 139)
headline: ΘΑ ΕΠΙΤΑΧΥΝΘΗ Ο ΚΑΤΑΡΤΙΣΜΟΣ ΤΗΣ ΜΕΛΕΤΗΣ ΤΩΝ ΕΞΕΙΔΙΚΕΥΜΕΝΩΝ ΖΩΝΩΝ ΚΑΛΛΙΕΡΓΕΙΑΣ ΔΙΑ ΤΗΝ ΑΝΑΠΡΟΣΑΡΜΟΓΗΝ ΤΗΣ ΓΕΩΡΓΙΑΣ ΜΑΣ (19, 505, 387, 581)
paragraph: ΑΘΗΝΑΙ, 7.— Διά αποφάσεως του υπουργού Κοινωνικής Προνοίας διωρίσθη το νέον συμβούλιον των Παιδικών Εξοχών, ως πρόεδρος του οποίου ανέλαβε ο κ. Ν. Παπαδόπουλος. (410, 596, 586, 658)
paragraph: Ο σύλλογος Εκπαιδευτικών Θεσσαλονίκης οργανώνει διάλεξιν την προσεχή Κυριακήν. Την ερχομένην εβδομάδα θα αρχίσουν αι εγγραφαί εις τα σχολεία. (410, 1598, 586, 1658)
article-crops (410, 1016, 586, 1096)
rate-value: 325.00 (556, 261, 584, 272)
paragraph: ΚΟΖΑΝΗ, 7.— Παρατηρείται τελευταίως κίνησις εις την αγοράν της πόλεως. Ο νομάρχης επεσκέφθη τα χωρία της επαρχίας Βοΐου. (208, 1098, 398, 1147)
article-economic-council (1005, 1425, 1170, 1506)
arrows-icon: ▶▶▶ (1186, 912, 1217, 931)
rate-value: 288.00 (556, 272, 584, 284)
section-label: ΠΥΚΝΗ ΧΙΩΝ (1434, 521, 1502, 533)
article-concert (410, 1106, 586, 1185)
headline: Ο ΥΠΟΥΡΓΟΣ ΤΩΝ ΣΥΓΚΟΙΝΩΝΙΩΝ ΕΞΗΤΑΣΕ ΤΑ ΖΗΤΗΜΑΤΑ ΤΟΥ ΠΡΟΣΩΠΙΚΟΥ ΤΩΝ Σ.Ε.Κ. (8, 857, 398, 896)
paragraph: Κατ' ανακοίνωσιν της Τραπέζης Ελλάδος, αι τιμαί πωλήσεως των χρυσών νομισμάτων είχον σήμερον ως ακολούθως: (410, 197, 586, 245)
article-labor-center (1005, 617, 1170, 785)
article-novas (410, 1774, 586, 1840)
rate-name: Αγγλικό κοπής (412, 261, 473, 272)
rate-value: 30.00 (561, 347, 584, 359)
column-divider (592, 8, 593, 2309)
headline: ΣΤΑΣΙΣ ΙΕΡΟΔΟΥΛΩΝ ΕΙΣ ΤΟ ΣΥΓΓΡΟΥ (418, 1298, 577, 1326)
gold-rates-table (410, 248, 586, 359)
paragraph: Κατά τας ανακοινώσεις του υπουργείου, η μελέτη θα ολοκληρωθή εντός του τρέχοντος έτους και θα τεθή εις εφαρμογήν από της προσεχούς καλλιεργητικής περιόδου. Η κυβέρνησις θα παράσχη εις τους γεωργούς κάθε δυνατήν ενίσχυσιν. (208, 582, 398, 656)
paragraph: ΑΘΗΝΑΙ, 7.— Δια βασιλικού διατάγματος ηυξήθησαν αι θέσεις των αξιωματικών του Βασιλικού Ναυτικού. (1005, 1005, 1170, 1041)
article-academy (410, 10, 586, 140)
paragraph: Τουγκουδόρευε εις βουλευτήν χωριών της Σιάτιστης δασοφύλαξ, ο οποίος ετραυμάτισε κατά λάθος δια κυνηγετικού όπλου συγχωριανόν του. Ο τραυματίας διεκομίσθη εις το νοσοκομείον. (1005, 351, 1170, 424)
article-mute (1005, 488, 1170, 605)
paragraph: ΑΘΗΝΑΙ, 7.— Παρεπέμφθη εις δίκην ο Α. Π., κατηγορούμενος δια κλοπήν κοσμημάτων εξ οικίας εις την περιοχήν των Αθηνών. (1005, 1597, 1170, 1646)
headline: Ο κ. ΝΟΒΑΣ ΕΙΣ ΡΩΜΗΝ (421, 1772, 574, 1788)
paragraph: ΚΑΒΑΛΑ, 7.— Εις την αίθουσαν του Επιμελητηρίου έγινε σύσκεψις των καπνοπαραγωγών δια την αναδιάρθρωσιν των καλλιεργειών εις την περιοχήν. (410, 1045, 586, 1094)
column-2 (410, 8, 586, 2309)
paragraph: ΑΘΗΝΑΙ, 7.— Συνεχίζεται η διενεργουμένη ανάκρισις δια τα θέματα των εισαγωγικών εξετάσεων εις το Ακαδημαϊκόν, τα οποία είχον διαρρεύσει. Ο ανακριτής εξήτασε σήμερον πολλούς μάρτυρας. (410, 66, 586, 139)
subheadline: Ο Α. ΠΑΠΑΝΔΡΕΟΥ ΩΜΙΛΗΣΕΝ ΕΙΣ ΤΑ ΠΛΗΘΗ (1203, 94, 1539, 112)
rate-row (410, 347, 586, 360)
paragraph: Εις τον εορτασμόν θα παραστούν εκπρόσωποι των ξένων κρατών και των ελληνικών κοινοτήτων του εξωτερικού. (1376, 827, 1560, 864)
section-label: ΑΠΟ ΤΑΣ ΣΕΡΡΑΣ (208, 1015, 300, 1028)
headline: ΗΥΞΗΘΗΣΑΝ ΑΙ ΘΕΣΕΙΣ ΑΞΙΩΜΑΤΙΚΩΝ ΝΑΥΤΙΚΟΥ (1006, 973, 1169, 1003)
paragraph: ΑΘΗΝΑΙ, 7.— Συνεστήθη υπό του υπουργού Εμπορίου κ. Γαλαζούλα η επιτροπή, η οποία θα μελετήση τους όρους διακινήσεως των κρεάτων εις την αγοράν. Η επιτροπή θα υποβάλη τα πορίσματά της εντός μηνός. (410, 469, 586, 542)
rate-name: Ελβετικό (412, 285, 450, 297)
paragraph: Τέλος, ο υπουργός εδήλωσεν ότι θα επανέλθη εις Θεσσαλονίκην προσεχώς δια να παρακολουθήση την εκτέλεσιν των αποφάσεων. (801, 872, 994, 920)
section-label: ΠΡΩΤΟΦΑΝΗΣ ΝΕΡΟΠΟΝΤΗ ΕΙΣ ΤΑΣ ΑΘΗΝΑΣ (1386, 431, 1550, 456)
temps-values: Αθήναι 18—7, Θεσσαλονίκη 11—4, Λάρισα 12—3, Ιωάννινα 9—1, Πάτραι 15—8, Ηράκλειον 17—10, Κέρκυρα 14—7. (1182, 508, 1367, 557)
paragraph: ΚΑΛΑΜΑΤΑ, 7.— Ενθουσιώδη υποδοχήν επεφύλαξεν ο λαός της Καλαμάτας εις το κλιμάκιον των 19 βουλευτών της Ενώσεως Κέντρου, το οποίον αφίχθη σήμερον εις την πόλιν. (1182, 114, 1366, 174)
article-air-force (1005, 10, 1170, 140)
headline: ΑΝΑΓΚΑΣΤΙΚΗ ΠΡΟΣΓΕΙΩΣΙΣ ΑΓΓΛΙΚΟΥ ΑΕΡΟΠΛΑΝΟΥ ΕΙΣ ΑΕΡΟΔΡΟΜΙΟΝ ΡΟΔΟΥ (1011, 153, 1164, 209)
paragraph: ΑΘΗΝΑΙ, 7.— Ο υπουργός κ. Ρέντης ανεχώρησε δια Κρήτην. (1005, 1532, 1170, 1557)
headline: ΣΥΝΕΧΙΖΟΝΤΑΙ ΜΕ ΤΑΧΥΤΑΤΟΝ ΡΥΘΜΟΝ ΑΙ ΑΓΟΡΑΙ ΚΑΠΝΩΝ ΕΙΣ ΟΛΗΝ ΤΗΝ ΧΩΡΑΝ (606, 9, 986, 47)
headline: Η ΣΤΕΓΑΣΤΙΚΗ ΑΠΟΚΑΤΑΣΤΑΣΙΣ ΚΑΤΟΙΚΩΝ ΑΞΙΟΥ (441, 796, 555, 838)
paragraph: τρέψουν διά την ικανοποίησιν των αναγκών της περιοχής. Ο υπουργός ετόνισεν ότι η κυβέρνησις δίδει ιδιαιτέραν σημασίαν εις την ανάπτυξιν της Βορείου Ελλάδος και των παραμεθορίων περιοχών. (598, 733, 791, 795)
section-label: ΑΠΟ ΤΗΝ ΚΟΖΑΝΗΝ (208, 1083, 314, 1096)
paragraph: Εις συσκέψιν των αρμοδίων παραγόντων του υπουργείου Γεωργίας απεφασίσθη η επιτάχυνσις των εργασιών δια την κατάρτισιν της μελέτης των εξειδικευμένων ζωνών καλλιεργείας εις την Βόρειον Ελλάδα. (8, 582, 198, 644)
headline: ΟΙ ΟΡΟΙ ΔΙΑΚΙΝΗΣΕΩΣ ΤΩΝ ΚΡΕΑΤΩΝ ΕΙΣ ΤΗΝ ΑΓΟΡΑΝ (411, 438, 585, 467)
rate-value: 320.00 (556, 248, 584, 260)
paragraph: Ο υπουργός συνέχισεν ότι δια την Θεσσαλονίκην προβλέπεται η κατασκευή νέου λιμενικού έργου, η επέκτασις του αεροδρομίου και η δημιουργία βιομηχανικής περιοχής. (598, 863, 791, 923)
rate-name: Ναπολεόν (412, 272, 455, 284)
headline: ΕΠΟΛΤΟΠΟΙΗΘΗ ΑΠΟ ΚΑΤΑΠΤΩΣΙΝ ΔΕΝΔΡΟΥ ΜΙΑ ΧΩΡΙΚΗ (422, 912, 573, 954)
paragraph: Ετραυματίσθη σοβαρώς εκ πτώσεως λίθου ο επιστάτης μεταλλείου εις την περιοχήν της Χαλκιδικής. Διεκομίσθη εις νοσοκομείον της Θεσσαλονίκης. (410, 1508, 586, 1557)
article-agriculture-zones (8, 506, 398, 722)
paragraph: Την αύριον το κλιμάκιον θα μεταβή εις την Σπάρτην και εις άλλας πόλεις της Πελοποννήσου, όπου θα πραγματοποιηθούν συγκεντρώσεις. (1376, 177, 1560, 225)
article-tobacco (598, 10, 994, 322)
section-label: ΑΠΟ ΤΗΝ ΔΡΑΜΑΝ (8, 1083, 107, 1096)
article-tree (410, 913, 586, 1005)
paragraph: ΔΡΑΜΑ, 7.— Αφίκοντο εις την πόλιν οι ελεγκταί του υπουργείου Οικονομικών. Συγκροτήθη επιτροπή δια την μελέτην του προβλήματος της υδρεύσεως. (8, 1098, 198, 1147)
column-divider (1176, 8, 1177, 2309)
article-mine (410, 1478, 586, 1558)
headline: ΑΙ ΤΙΜΑΙ ΤΗΣ ΛΙΡΑΣ ΚΑΙ ΤΩΝ ΑΛΛΩΝ ΧΡΥΣΩΝ ΝΟΜΙΣΜΑΤΩΝ (423, 153, 572, 195)
paragraph: προχθές Κυριακήν θα ελάμβανε χώραν εις την Θεσσαλονίκην συγκέντρωσις των στελεχών της ΕΡΕ. Οι «σκληροί» του κόμματος εξεδήλωσαν την αντίθεσίν των προς την πολιτικήν του αρχηγού. (1182, 933, 1366, 994)
paragraph: ΜΑΝΙΛΑ, 7.— Την πρωίαν ένοπλοι άγνωστοι εφόνευσαν τον αντικυβερνήτην της νοτίου Λουζόν ενώ επέβαινε του αυτοκινήτου του. (1376, 1081, 1560, 1129)
column-1 (8, 8, 398, 2309)
arrows-icon: ▶▶▶▶▶ (611, 700, 662, 719)
paragraph: Ο γάμος ετελέσθη παρουσία των συγγενών και ολίγων φίλων. Η νύμφη εδήλωσεν ότι συγχωρεί τον σύζυγόν της και ότι θα τον αναμένη μέχρις αποφυλακίσεώς του. (801, 575, 994, 624)
paragraph: ΚΑΒΑΛΑ, 7.— Με μεγάλην επιτυχίαν εδόθη χθες η συναυλία της νεολαίας της πόλεως εις την αίθουσαν του Δημοτικού Θεάτρου. (410, 1135, 586, 1184)
paragraph: Ο σύλλογος «Τέχνη» της Θεσσαλονίκης οργανώνει εκδήλωσιν προς τιμήν του ποιητού Γιώργου Σεφέρη, βραβευθέντος με το βραβείον Νόμπελ λογοτεχνίας. (1005, 1171, 1170, 1233)
article-housing (410, 797, 586, 902)
paragraph: ΙΩΑΝΝΙΝΑ, 7.— Τραγικόν θάνατον εύρεν εις το χωρίον Παλιουρη η χωρική Ελένη Κ., η οποία εφονεύθη από πτώσιν δένδρου, ενώ εργάζετο εις τον αγρόν της. (410, 956, 586, 1004)
paragraph: Εις την Βόρειον Ελλάδα σημειώθησαν χιονοπτώσεις εις τας ορεινάς περιοχάς. Πολλά χωρία απεκλείσθησαν και αι αρχαί λαμβάνουν μέτρα δια τον εφοδιασμόν των. (1376, 380, 1560, 429)
rate-value: 285.00 (556, 321, 584, 333)
section-label: ΕΙΣ ΚΑΤΕΡΙΝΗΝ (1047, 427, 1129, 439)
headline: ΝΕΑΝ ΕΠΙΘΕΣΙΝ ΚΑΤΑ ΤΟΥ ΚΑΝΕΛΛΟΠΟΥΛΟΥ ΕΞΑΠΕΛΥΘΗ ΥΠΟ ΤΩΝ «ΣΚΛΗΡΩΝ» ΤΗΣ Ε.Ρ.Ε. (1201, 879, 1541, 912)
headline: ΕΠΙΖΗΜΙΟΙ ΠΤΩΣΕΙΣ ΒΡΟΧΩΝ ΚΑΙ ΧΙΟΝΩΝ ΣΗΜΕΙΩΘΗΣΑΝ ΕΙΣ ΔΙΑΦΟΡΟΥΣ ΠΕΡΙΟΧΑΣ (1214, 320, 1528, 352)
paragraph: Ακολούθως οι υπουργοί μετέβησαν εις το Κιλκίς, όπου εδέχθησαν επιτροπάς και αντιπροσωπείας, αι οποίαι εξέθεσαν τα αιτήματά των. Ο κ. Γεωργακόπουλος υπεσχέθη την ταχείαν ικανοποίησιν των αιτημάτων. (208, 97, 398, 171)
article-cinema (410, 1670, 586, 1762)
rate-name: Ρωσικόν (412, 334, 448, 346)
rate-row (410, 261, 586, 273)
article-girl (410, 1389, 586, 1468)
paragraph: Αργότερα ο κ. Μπακατσέλος εδήλωσεν ότι εντός του έτους θα αρχίση η κατασκευή νέων οδικών έργων εις τον νομόν. Το απόγευμα οι υπουργοί επέστρεψαν εις Θεσσαλονίκην. (208, 173, 398, 222)
rate-value: 285.00 (556, 285, 584, 297)
section-label: ΤΑ ΘΕΜΑΤΑ ΤΗΣ ΘΕΣΣΑΛΟΝΙΚΗΣ (609, 849, 780, 860)
paragraph: Η ηγεσία της ΕΡΕ διαψεύδει τας πληροφορίας περί κρίσεως εις το κόμμα και τονίζει ότι υπάρχει πλήρης ενότης. (1182, 1011, 1366, 1048)
rate-name: Βελγικό (412, 297, 446, 309)
column-5 (1182, 8, 1560, 2309)
paragraph: ΧΑΝΙΑ, 7.— Ασύνηθες γεγονός συνέβη εις τα κρατητήρια της Χωροφυλακής Χανίων, όπου ο κατηγορούμενος δι' απόπειραν ανθρωποκτονίας ενυμφεύθη την νεάνιδα, την οποίαν είχε τραυματίσει. (598, 575, 791, 636)
headline: «ΤΕΧΝΗ» ΤΙΜΑ ΤΟΝ Γ. ΣΕΦΕΡΗΝ (1017, 1141, 1158, 1170)
section-label: ΔΕΝ ΥΠΑΡΧΕΙ ΚΡΙΣΙΣ (1219, 997, 1329, 1009)
